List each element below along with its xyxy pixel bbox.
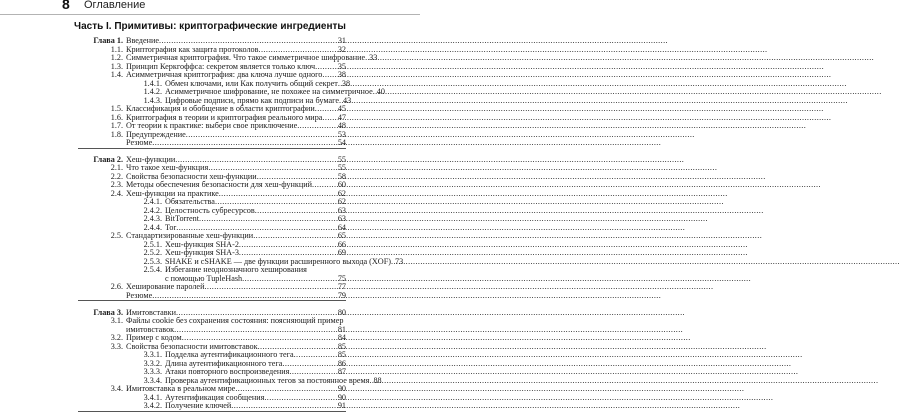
toc-entry-title: Свойства безопасности хеш-функции: [126, 171, 257, 181]
toc-entry-page: 73: [395, 256, 404, 266]
toc-entry-title: Атаки повторного воспроизведения: [165, 367, 290, 377]
toc-entry-title: Подделка аутентификационного тега: [165, 350, 294, 360]
toc-entry-title: Обязательства: [165, 197, 215, 207]
toc-entry-number: 1.3.: [110, 61, 123, 71]
toc-entry-title: Имитовставка в реальном мире: [126, 384, 236, 394]
toc-entry-page: 63: [337, 205, 346, 215]
toc-entry-page: 90: [337, 392, 346, 402]
toc-entry-title: Что такое хеш-функция: [126, 163, 209, 173]
toc-entry-number: 2.5.1.: [143, 239, 162, 249]
toc-entry-page: 47: [337, 112, 346, 122]
toc-entry-title: Цифровые подписи, прямо как подписи на бумаге: [165, 95, 339, 105]
toc-entry-title: Криптография в теории и криптография реального мира: [126, 112, 323, 122]
document-page: [0, 0, 420, 420]
toc-entry-title: Резюме: [126, 138, 153, 147]
toc-entry-title: Стандартизированные хеш-функции: [126, 231, 254, 241]
toc-entry-number: 3.3.3.: [143, 367, 162, 377]
toc-entry-number: 3.4.2.: [143, 401, 162, 411]
toc-entry-page: 75: [337, 273, 346, 283]
toc-entry-number: 3.3.1.: [143, 350, 162, 360]
dot-leader: [152, 139, 337, 148]
toc-entry-title: Асимметричное шифрование, не похожее на симметричное: [165, 87, 373, 96]
toc-entry-page: 81: [337, 324, 346, 334]
toc-entry[interactable]: [78, 139, 346, 148]
dot-leader: [231, 402, 337, 411]
toc-entry-page: 31: [337, 36, 346, 45]
toc-entry-number: 1.1.: [110, 44, 123, 54]
toc-entry-title: Хеш-функции: [126, 154, 176, 164]
toc-entry-number: Глава 2.: [93, 154, 123, 164]
toc-entry-page: 55: [337, 163, 346, 173]
toc-entry-number: 3.4.: [110, 384, 123, 394]
toc-entry-title: Проверка аутентификационных тегов за постоянное время: [165, 375, 370, 385]
toc-entry-page: 84: [337, 333, 346, 343]
toc-entry-page: 48: [337, 121, 346, 130]
toc-entry-page: 54: [337, 138, 346, 147]
toc-entry-number: 1.4.3.: [143, 95, 162, 105]
toc-entry-page: 85: [337, 350, 346, 360]
toc-entry-page: 63: [337, 214, 346, 224]
toc-entry-title: Криптография как защита протоколов: [126, 44, 259, 54]
toc-entry-number: 2.4.1.: [143, 197, 162, 207]
toc-entry-page: 43: [342, 95, 352, 105]
toc-entry-title: BitTorrent: [165, 214, 199, 224]
toc-entry-number: 2.5.: [110, 231, 123, 241]
toc-entry[interactable]: [78, 402, 346, 411]
toc-entry-page: 58: [337, 171, 346, 181]
toc-entry-page: 79: [337, 290, 346, 300]
toc-entry-page: 62: [337, 197, 346, 207]
toc-entry-number: 1.4.1.: [143, 78, 162, 88]
toc-entry-title: Принцип Керкгоффса: секретом является только ключ: [126, 61, 316, 71]
part-title: Часть I. Примитивы: криптографические ингредиенты: [74, 21, 346, 32]
toc-entry-title: Хеширование паролей: [126, 282, 205, 292]
toc-entry-number: 1.5.: [110, 104, 123, 113]
toc-entry-page: 53: [337, 129, 346, 139]
toc-entry-page: 45: [337, 104, 346, 113]
toc-entry-number: 1.6.: [110, 112, 123, 122]
toc-entry-page: 77: [337, 282, 346, 292]
table-of-contents: [78, 36, 404, 412]
toc-entry-number: 2.4.4.: [143, 222, 162, 232]
toc-entry-title: Получение ключей: [165, 401, 232, 411]
toc-entry-page: 35: [337, 61, 346, 71]
toc-entry-number: Глава 1.: [93, 36, 123, 45]
toc-entry-number: 2.5.3.: [143, 256, 162, 266]
running-header-title: Оглавление: [84, 0, 146, 11]
toc-entry-page: 55: [337, 154, 346, 164]
toc-entry-number: 3.3.2.: [143, 358, 162, 368]
toc-entry-title-continued: имитовставок: [126, 324, 175, 334]
toc-entry-number: 2.5.4.: [143, 265, 162, 275]
toc-entry-number: 1.4.2.: [143, 87, 162, 96]
toc-entry-page: 38: [337, 70, 346, 79]
toc-entry-title: Введение: [126, 36, 160, 45]
toc-entry-number: 2.4.2.: [143, 205, 162, 215]
toc-entry-page: 90: [337, 384, 346, 394]
toc-entry-page: 65: [337, 231, 346, 241]
toc-entry-title: Резюме: [126, 290, 153, 300]
toc-entry-title: Асимметричная криптография: два ключа лучше одного: [126, 70, 323, 79]
toc-entry-title: Обмен ключами, или Как получить общий секрет: [165, 78, 338, 88]
toc-entry-title: SHAKE и cSHAKE — две функции расширенного выхода (XOF): [165, 256, 391, 266]
toc-entry-title: Длина аутентификационного тега: [165, 358, 283, 368]
toc-entry-title: Классификация и обобщение в области криптографии: [126, 104, 315, 113]
toc-entry-title: Целостность субресурсов: [165, 205, 255, 215]
toc-entry-number: 1.2.: [110, 53, 123, 62]
toc-entry-title: Пример с кодом: [126, 333, 182, 343]
toc-entry-page: 32: [337, 44, 346, 54]
toc-entry-title: Файлы cookie без сохранения состояния: поясняющий пример: [126, 316, 344, 326]
toc-entry-page: 40: [376, 87, 385, 96]
toc-entry-page: 38: [341, 78, 351, 88]
toc-entry-title: Tor: [165, 222, 177, 232]
toc-entry[interactable]: [78, 292, 346, 301]
page-header: [0, 0, 420, 15]
toc-entry-number: 1.8.: [110, 129, 123, 139]
toc-entry-number: 2.6.: [110, 282, 123, 292]
toc-entry-title-continued: с помощью TupleHash: [165, 273, 243, 283]
toc-entry-number: 3.4.1.: [143, 392, 162, 402]
toc-entry-title: Хеш-функции на практике: [126, 188, 219, 198]
toc-entry-number: 1.7.: [110, 121, 123, 130]
toc-entry-title: Хеш-функция SHA-2: [165, 239, 239, 249]
toc-entry-number: Глава 3.: [93, 307, 123, 317]
toc-entry-title: Аутентификация сообщения: [165, 392, 265, 402]
toc-entry-number: 3.3.: [110, 341, 123, 351]
toc-entry-title: Свойства безопасности имитовставок: [126, 341, 258, 351]
toc-entry-title: Имитовставки: [126, 307, 177, 317]
toc-entry-page: 86: [337, 358, 346, 368]
toc-entry-number: 1.4.: [110, 70, 123, 79]
toc-entry-number: 3.2.: [110, 333, 123, 343]
toc-chapter-block: [78, 154, 404, 302]
toc-entry-title: Избегание неоднозначного хеширования: [165, 265, 307, 275]
toc-entry-number: 2.5.2.: [143, 248, 162, 258]
toc-entry-number: 2.1.: [110, 163, 123, 173]
toc-entry-number: 3.3.4.: [143, 375, 162, 385]
toc-entry-page: 88: [373, 375, 382, 385]
toc-entry-page: 91: [337, 401, 346, 411]
toc-entry-number: 2.4.: [110, 188, 123, 198]
toc-entry-title: От теории к практике: выбери свое приключение: [126, 121, 298, 130]
toc-entry-page: 85: [337, 341, 346, 351]
toc-entry-page: 64: [337, 222, 346, 232]
toc-entry-number: 2.3.: [110, 180, 123, 190]
toc-entry-title: Хеш-функция SHA-3: [165, 248, 239, 258]
dot-leader: [152, 292, 337, 301]
toc-entry-number: 2.2.: [110, 171, 123, 181]
toc-entry-number: 2.4.3.: [143, 214, 162, 224]
toc-entry-page: 80: [337, 307, 346, 317]
toc-entry-page: 62: [337, 188, 346, 198]
toc-entry-title: Предупреждение: [126, 129, 186, 139]
toc-entry-page: 60: [337, 180, 346, 190]
toc-entry-title: Симметричная криптография. Что такое симметричное шифрование: [126, 53, 366, 62]
toc-entry-page: 66: [337, 239, 346, 249]
toc-chapter-block: [78, 36, 385, 149]
toc-entry-number: 3.1.: [110, 316, 123, 326]
toc-entry-page: 33: [369, 53, 378, 62]
toc-entry-title: Методы обеспечения безопасности для хеш-функций: [126, 180, 312, 190]
toc-chapter-block: [78, 307, 382, 412]
toc-entry-page: 69: [337, 248, 346, 258]
toc-entry-page: 87: [337, 367, 346, 377]
page-number: 8: [62, 0, 70, 12]
